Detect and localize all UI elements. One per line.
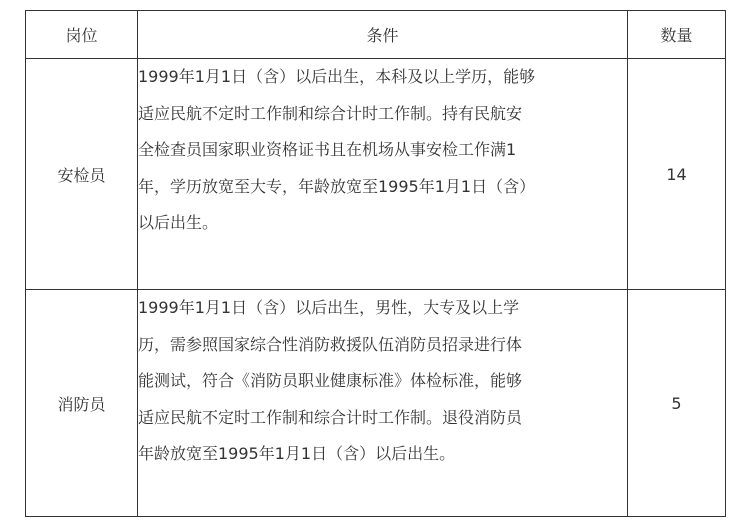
condition-line: 全检查员国家职业资格证书且在机场从事安检工作满1 [138,140,517,159]
condition-line: 以后出生。 [138,213,219,232]
condition-line: 1999年1月1日（含）以后出生，本科及以上学历，能够 [138,67,536,86]
header-condition: 条件 [138,11,628,59]
condition-line: 年，学历放宽至大专，年龄放宽至1995年1月1日（含） [138,176,536,196]
post-cell: 安检员 [26,59,138,290]
condition-line: 年龄放宽至1995年1月1日（含）以后出生。 [138,444,456,463]
condition-line: 适应民航不定时工作制和综合计时工作制。退役消防员 [138,407,523,427]
header-quantity: 数量 [628,11,726,59]
table-row [26,290,726,517]
quantity-cell: 14 [628,59,726,290]
table-header-row [26,11,726,59]
recruitment-table [25,10,726,517]
condition-line: 历，需参照国家综合性消防救援队伍消防员招录进行体 [138,334,523,354]
condition-cell [138,290,628,517]
header-post: 岗位 [26,11,138,59]
quantity-cell: 5 [628,290,726,517]
condition-cell [138,59,628,290]
condition-line: 适应民航不定时工作制和综合计时工作制。持有民航安 [138,103,523,123]
table-row [26,59,726,290]
condition-line: 1999年1月1日（含）以后出生，男性，大专及以上学 [138,298,520,317]
post-cell: 消防员 [26,290,138,517]
condition-line: 能测试，符合《消防员职业健康标准》体检标准，能够 [138,371,523,390]
